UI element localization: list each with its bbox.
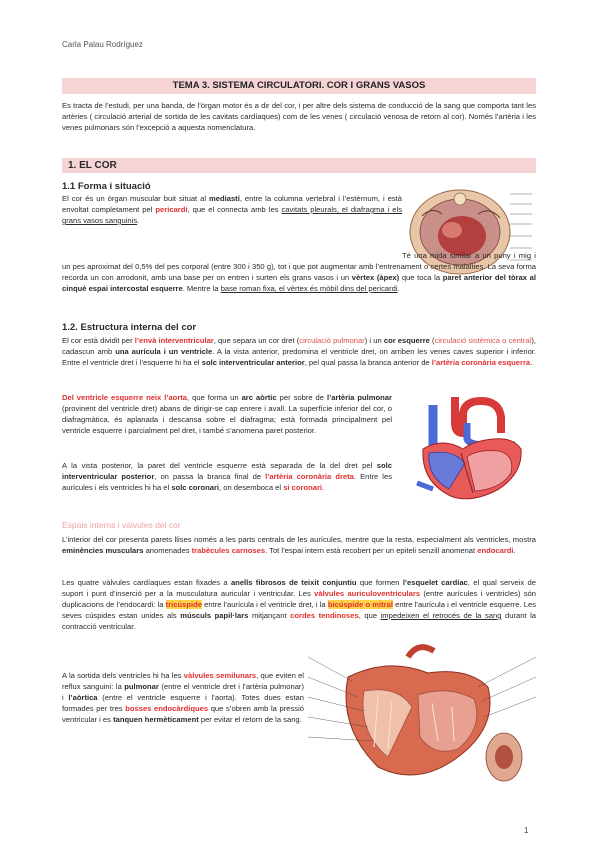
paragraph: El cor està dividit per l’envà interventricular, que separa un cor dret (circulació pulmonar) i un cor esquerre (circulació sistèmica o central), cadascun amb una aurícula i un ventricle. A la vista anterior, predomina el ventricle dret, on arriben les venes caves superior i inferior. Entre el ventricle dret i l’esquerre hi ha el solc interventricular anterior, pel qual passa la branca anterior de l’artèria coronària esquerra. (62, 336, 537, 367)
subsection-title: Espais interns i vàlvules del cor (62, 520, 181, 530)
paragraph: Les quatre vàlvules cardíaques estan fixades a anells fibrosos de teixit conjuntiu que formen l’esquelet cardíac, el qual serveix de suport i punt d’inserció per a la musculatura auricular i ventricular. Les vàlvules auriculoventriculars (entre aurícules i ventricles) són duplicacions de l’endocardi: la tricúspide entre l’aurícula i el ventricle dret, i la bicúspide o mitral entre l’aurícula i el ventricle esquerre. Les seves cúspides estan unides als músculs papil·lars mitjançant cordes tendinoses, que impedeixen el retrocés de la sang durant la contracció ventricular. (62, 578, 536, 631)
paragraph: Del ventricle esquerre neix l’aorta, que forma un arc aòrtic per sobre de l’artèria pulmonar (provinent del ventricle dret) abans de dirigir-se cap enrere i avall. La superfície inferior del cor, o diafragmàtica, és aplanada i descansa sobre el diafragma; està formada principalment pel ventricle esquerre i parcialment pel dret, i també s’anomena paret posterior. (62, 393, 392, 435)
page-number: 1 (524, 826, 529, 835)
heart-anatomy-figure (403, 393, 535, 505)
subsection-title: 1.1 Forma i situació (62, 181, 151, 192)
paragraph: Té una mida similar a un puny i mig i un pes aproximat del 0,5% del pes corporal (entre 300 i 350 g), tot i que pot augmentar amb l’entrenament o certes malalties. La seva forma recorda un con arrodonit, amb una base per on entren i surten els grans vasos i un vèrtex (àpex) que toca la paret anterior del tòrax al cinquè espai intercostal esquerre. Mentre la base roman fixa, el vèrtex és mòbil dins del pericardi. (62, 251, 536, 293)
paragraph: A la sortida dels ventricles hi ha les vàlvules semilunars, que eviten el reflux sanguini: la pulmonar (entre el ventricle dret i l’artèria pulmonar) i l’aòrtica (entre el ventricle esquerre i l’aorta). Totes dues estan formades per tres bosses endocàrdiques que s’obren amb la pressió ventricular i es tanquen hermèticament per evitar el retorn de la sang. (62, 671, 305, 724)
paragraph: El cor és un òrgan muscular buit situat al mediastí, entre la columna vertebral i l’estèrnum, i està envoltat completament pel pericardi, que el connecta amb les cavitats pleurals, el diafragma i els grans vasos sanguinis. (62, 194, 402, 225)
author-name: Carla Palau Rodríguez (62, 40, 143, 49)
chapter-title: TEMA 3. SISTEMA CIRCULATORI. COR I GRANS VASOS (62, 78, 536, 94)
heart-interior-figure (308, 637, 536, 789)
section-title: 1. EL COR (62, 158, 536, 173)
paragraph: A la vista posterior, la paret del ventricle esquerre està separada de la del dret pel solc interventricular posterior, on passa la branca final de l’artèria coronària dreta. Entre les aurícules i els ventricles hi ha el solc coronari, on desemboca el si coronari. (62, 461, 393, 492)
intro-paragraph: Es tracta de l’estudi, per una banda, de l’òrgan motor és a dir del cor, i per altre dels sistema de conducció de la sang que comporta tant les artèries ( circulació arterial de sortida de les cavitats cardíaques) com de les venes ( circulació venosa de retorn al cor). Només l’artèria i les venes pulmonars són l’excepció a aquesta nomenclatura. (62, 101, 536, 132)
subsection-title: 1.2. Estructura interna del cor (62, 322, 197, 333)
paragraph: L’interior del cor presenta parets llises només a les parts centrals de les aurícules, mentre que la resta, especialment als ventricles, mostra eminències musculars anomenades trabècules carnoses. Tot l’espai intern està recobert per un epiteli senzill anomenat endocardi. (62, 535, 536, 555)
